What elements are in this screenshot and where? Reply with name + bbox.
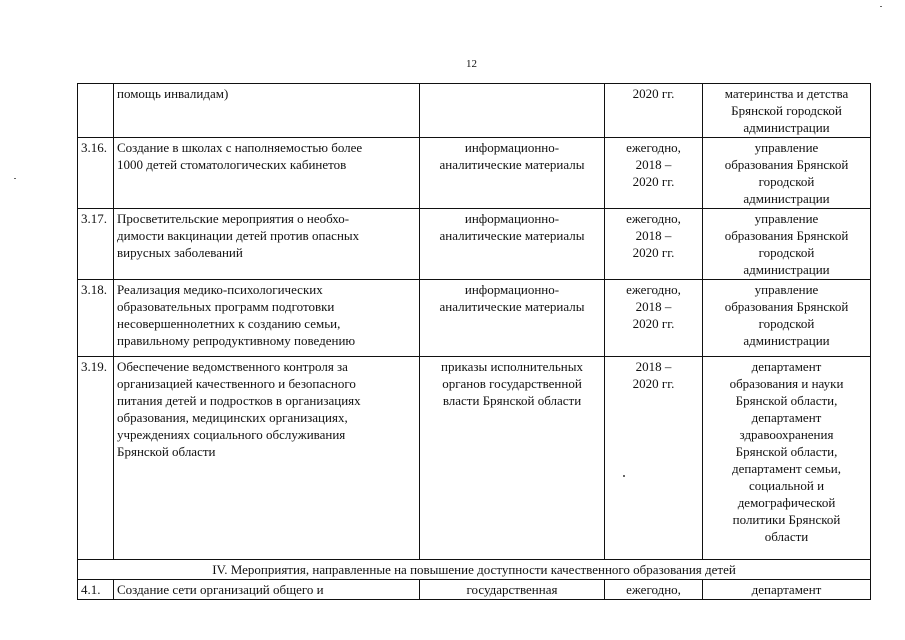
table-row [78, 357, 871, 560]
document-form [420, 84, 605, 138]
section-title: IV. Мероприятия, направленные на повышение доступности качественного образования детей [78, 560, 871, 580]
table-row [78, 138, 871, 209]
row-number [78, 84, 114, 138]
executor: материнства и детства Брянской городской администрации [703, 84, 871, 138]
row-number: 3.17. [78, 209, 114, 280]
document-form: информационно- аналитические материалы [420, 209, 605, 280]
measure-name: Просветительские мероприятия о необхо- димости вакцинации детей против опасных вирусных заболеваний [114, 209, 420, 280]
term: ежегодно, [605, 580, 703, 600]
measure-name: Создание сети организаций общего и [114, 580, 420, 600]
table-row [78, 209, 871, 280]
table-row [78, 84, 871, 138]
term: ежегодно, 2018 – 2020 гг. [605, 280, 703, 357]
term: ежегодно, 2018 – 2020 гг. [605, 138, 703, 209]
executor: управление образования Брянской городской администрации [703, 280, 871, 357]
measure-name: помощь инвалидам) [114, 84, 420, 138]
executor: управление образования Брянской городской администрации [703, 209, 871, 280]
document-form: государственная [420, 580, 605, 600]
row-number: 3.18. [78, 280, 114, 357]
section-header-row [78, 560, 871, 580]
executor: департамент образования и науки Брянской области, департамент здравоохранения Брянской области, департамент семьи, социальной и демографической политики Брянской области [703, 357, 871, 560]
page-number: 12 [466, 58, 477, 70]
measure-name: Обеспечение ведомственного контроля за организацией качественного и безопасного питания детей и подростков в организациях образования, медицинских организациях, учреждениях социального обслуживания Брянской области [114, 357, 420, 560]
scan-speck [880, 6, 882, 7]
row-number: 4.1. [78, 580, 114, 600]
term: ежегодно, 2018 – 2020 гг. [605, 209, 703, 280]
table-row [78, 580, 871, 600]
measure-name: Создание в школах с наполняемостью более 1000 детей стоматологических кабинетов [114, 138, 420, 209]
scan-speck [14, 178, 16, 179]
document-form: информационно- аналитические материалы [420, 280, 605, 357]
measure-name: Реализация медико-психологических образовательных программ подготовки несовершеннолетних к созданию семьи, правильному репродуктивному поведению [114, 280, 420, 357]
executor: департамент [703, 580, 871, 600]
document-form: информационно- аналитические материалы [420, 138, 605, 209]
table-row [78, 280, 871, 357]
document-form: приказы исполнительных органов государственной власти Брянской области [420, 357, 605, 560]
term: 2020 гг. [605, 84, 703, 138]
row-number: 3.16. [78, 138, 114, 209]
measures-table [77, 83, 871, 600]
row-number: 3.19. [78, 357, 114, 560]
executor: управление образования Брянской городской администрации [703, 138, 871, 209]
term: 2018 – 2020 гг. [605, 357, 703, 560]
